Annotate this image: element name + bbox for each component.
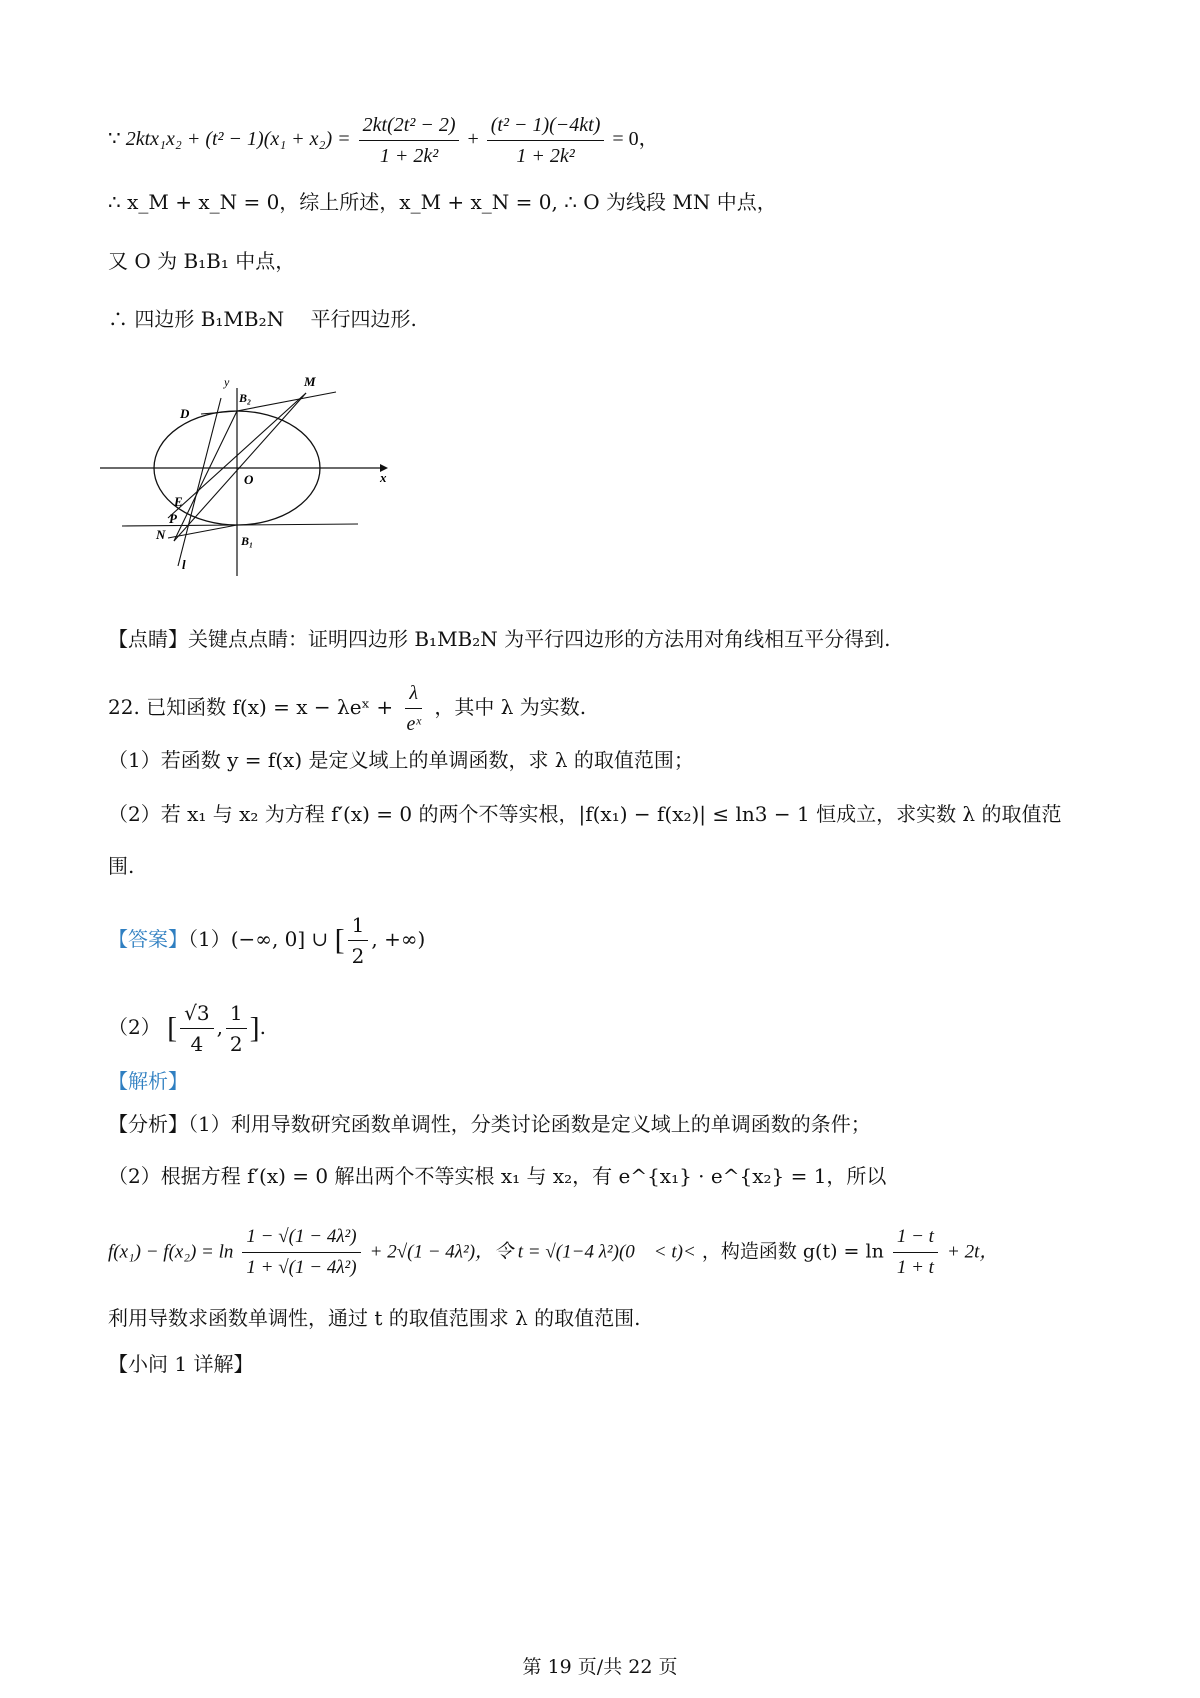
g-fraction-denominator: 1 + t [896,1257,934,1278]
label-e: E [174,494,183,509]
formula-pre: f(x₁) − f(x₂) = ln [108,1241,234,1263]
answer-line-2: （2） [ $\frac{√3}{4}$ , $\frac{1}{2}$ ]. [108,1001,267,1056]
problem-22-part-2-cont: 围. [108,854,135,878]
lambda-over-ex-numerator: λ [405,680,422,709]
label-o: O [244,472,254,487]
answer-1-post: , +∞) [371,927,426,951]
fraction-1-numerator: 2kt(2t² − 2) [359,112,460,141]
formula-end: + 2t， [947,1241,999,1263]
lambda-over-ex [403,680,426,737]
problem-22-part-2: （2）若 x₁ 与 x₂ 为方程 f′(x) = 0 的两个不等实根，|f(x₁) − f(x₂)| ≤ ln3 − 1 恒成立，求实数 λ 的取值范 [108,802,1062,826]
answer-2-denominator-2: 2 [229,1032,243,1056]
answer-1-pre: （1）(−∞, 0] ∪ [188,927,329,951]
equation-lhs: 2ktx₁x₂ + (t² − 1)(x₁ + x₂) = [125,128,351,151]
label-b2: B₂ [239,391,252,405]
label-x: x [380,470,387,485]
parallelogram-line: ∴ 四边形 B₁MB₂N 平行四边形. [108,307,417,331]
subquestion-1-heading: 【小问 1 详解】 [108,1352,254,1376]
answer-2-pre: （2） [108,1015,161,1039]
log-fraction-denominator: 1 + √(1 − 4λ²) [246,1257,357,1278]
page-footer: 第 19 页/共 22 页 [522,1656,678,1678]
answer-2-post: . [259,1015,267,1039]
problem-22-part-1: （1）若函数 y = f(x) 是定义域上的单调函数，求 λ 的取值范围； [108,748,694,772]
g-fraction [893,1224,938,1281]
g-fraction-numerator: 1 − t [893,1224,938,1253]
problem-22-pre: 22. 已知函数 f(x) = x − λeˣ + [108,695,394,719]
conclusion-line-midpoint-mn: ∴ x_M + x_N = 0，综上所述，x_M + x_N = 0, ∴ O 为线段 MN 中点， [108,190,777,214]
log-fraction [242,1224,360,1281]
answer-2-numerator-1: √3 [180,1000,213,1029]
label-y: y [224,375,230,389]
line-m-n [174,393,306,541]
analysis-part-1: 【分析】（1）利用导数研究函数单调性，分类讨论函数是定义域上的单调函数的条件； [108,1112,871,1136]
ellipse-figure [96,374,396,583]
left-bracket-2: [ [167,1011,178,1045]
answer-line-1 [108,912,425,969]
equation-line-1 [108,112,659,169]
left-bracket: [ [334,923,345,957]
label-n: N [156,527,166,542]
problem-22-statement [108,680,586,737]
key-point-note: 【点睛】关键点点睛：证明四边形 B₁MB₂N 为平行四边形的方法用对角线相互平分得到. [108,627,891,651]
analysis-part-2: （2）根据方程 f′(x) = 0 解出两个不等实根 x₁ 与 x₂，有 e^{x₁} · e^{x₂} = 1，所以 [108,1164,887,1188]
tangent-line-b1 [122,524,358,526]
formula-mid: + 2√(1 − 4λ²)，令 t = √(1−4 λ²)(0 < t)< [369,1241,696,1263]
analysis-part-4: 利用导数求函数单调性，通过 t 的取值范围求 λ 的取值范围. [108,1306,641,1330]
fraction-2 [487,112,605,169]
label-b1: B₁ [241,534,254,548]
answer-2-fraction-1 [180,1000,213,1057]
answer-1-denominator: 2 [351,944,365,968]
midpoint-b1b1-line: 又 O 为 B₁B₁ 中点， [108,249,296,273]
formula-post: ，构造函数 g(t) = ln [701,1240,884,1263]
line-d-b2 [201,411,237,414]
lambda-over-ex-denominator: eˣ [406,713,422,735]
answer-2-numerator-2: 1 [226,1000,247,1029]
label-p: P [169,511,177,526]
fraction-1-denominator: 1 + 2k² [379,145,439,167]
label-d: D [180,406,190,421]
label-m: M [304,374,316,389]
problem-22-post: ，其中 λ 为实数. [434,695,587,719]
answer-2-fraction-2 [226,1000,247,1057]
answer-2-denominator-1: 4 [190,1032,204,1056]
label-l: l [182,557,186,572]
answer-label: 【答案】 [108,927,188,951]
line-b2-m [237,392,336,411]
right-bracket-2: ] [249,1011,260,1045]
analysis-label: 【解析】 [108,1069,188,1093]
fraction-2-numerator: (t² − 1)(−4kt) [487,112,605,141]
since-symbol: ∵ [108,128,121,151]
analysis-formula-line [108,1224,998,1281]
plus-sign: + [467,128,479,151]
fraction-1 [359,112,460,169]
answer-1-fraction [348,912,369,969]
log-fraction-numerator: 1 − √(1 − 4λ²) [242,1224,360,1253]
equation-end: = 0， [612,128,659,151]
fraction-2-denominator: 1 + 2k² [516,145,575,167]
answer-1-numerator: 1 [348,912,369,941]
